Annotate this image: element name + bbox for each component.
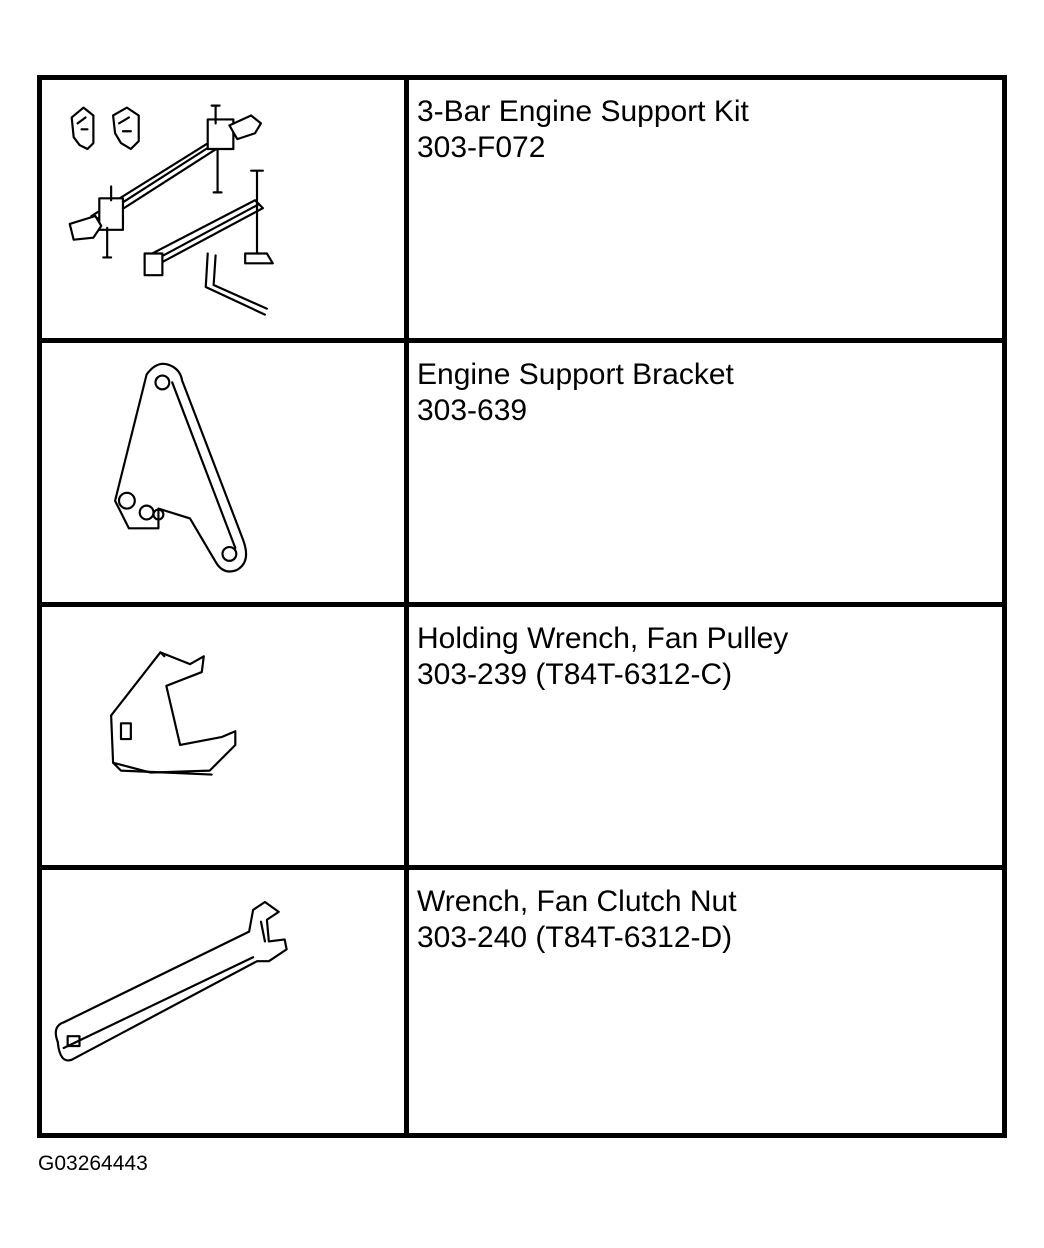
tool-number: 303-639	[417, 394, 528, 428]
tool-name: 3-Bar Engine Support Kit	[417, 95, 749, 128]
tool-illustration-cell	[42, 870, 409, 1133]
tool-illustration-cell	[42, 343, 409, 606]
tool-description-cell	[409, 343, 1002, 606]
tool-illustration-cell	[42, 80, 409, 343]
figure-id: G03264443	[38, 1152, 148, 1175]
tool-number: 303-240 (T84T-6312-D)	[417, 920, 733, 954]
special-tools-table	[37, 75, 1007, 1138]
tool-illustration-cell	[42, 607, 409, 870]
tool-name: Engine Support Bracket	[417, 358, 734, 392]
tool-name: Wrench, Fan Clutch Nut	[417, 884, 737, 918]
tool-description-cell	[409, 870, 1002, 1133]
engine-support-kit-icon	[42, 80, 404, 338]
tool-description-cell	[409, 80, 1002, 343]
tool-number: 303-239 (T84T-6312-C)	[417, 657, 733, 691]
tool-name: Holding Wrench, Fan Pulley	[417, 621, 789, 655]
engine-support-bracket-icon	[42, 343, 404, 601]
holding-wrench-icon	[42, 607, 404, 865]
tool-number: 303-F072	[417, 131, 546, 164]
tool-description-cell	[409, 607, 1002, 870]
fan-clutch-wrench-icon	[42, 870, 404, 1133]
